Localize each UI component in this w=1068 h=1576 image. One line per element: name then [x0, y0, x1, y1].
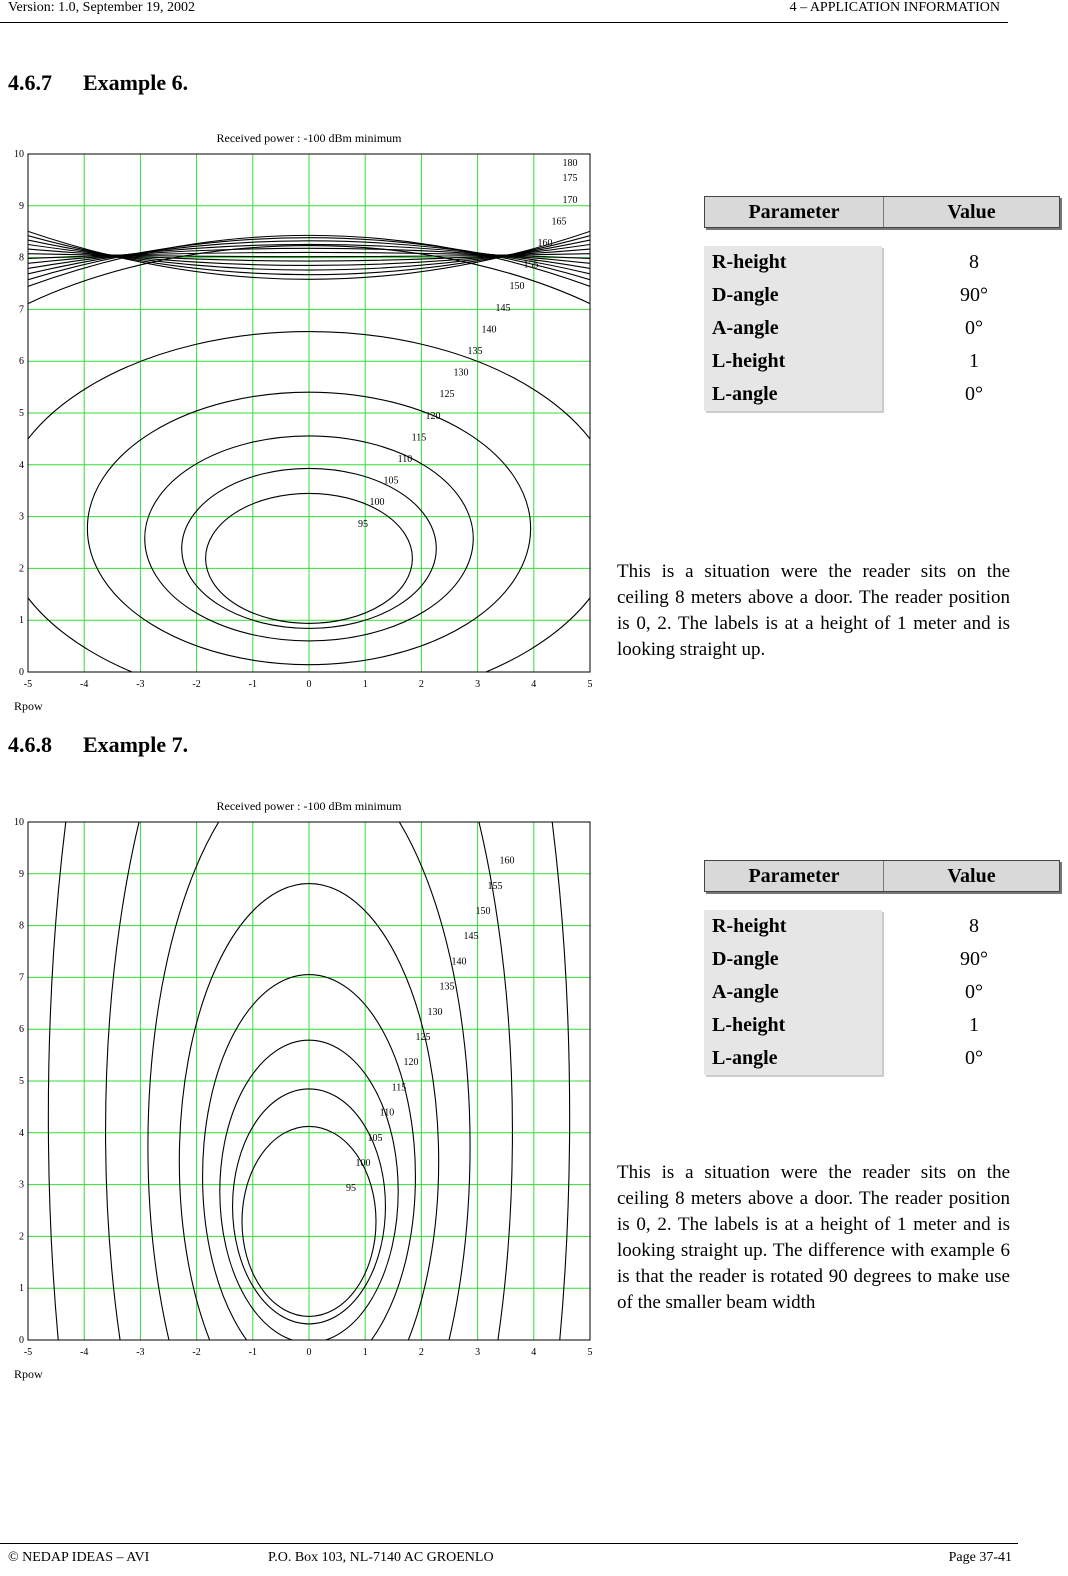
- param-name: R-height: [712, 915, 787, 937]
- header-rule: [0, 22, 1008, 23]
- param-name: R-height: [712, 251, 787, 273]
- y-tick-label: 7: [19, 972, 24, 984]
- contour-level-label: 125: [415, 1032, 431, 1043]
- contour-chart-svg: [8, 796, 608, 1386]
- chart-title: Received power : -100 dBm minimum: [216, 131, 402, 145]
- contour-level-label: 115: [391, 1082, 407, 1094]
- contour-level-label: 120: [425, 410, 441, 422]
- contour-line: [8, 796, 608, 1386]
- description-example-6: This is a situation were the reader sits on the ceiling 8 meters above a door. The reader position is 0, 2. The labels is at a height of 1 meter and is looking straight up.: [617, 561, 1010, 660]
- x-tick-label: 2: [418, 679, 424, 690]
- y-tick-label: 2: [19, 563, 24, 575]
- param-name: D-angle: [712, 284, 779, 306]
- param-value: 0°: [965, 1047, 983, 1069]
- contour-level-label: 100: [355, 1158, 371, 1169]
- x-tick-label: 3: [475, 1347, 481, 1358]
- param-name: A-angle: [712, 317, 779, 339]
- contour-line: [8, 796, 608, 1386]
- x-tick-label: 5: [587, 679, 593, 690]
- contour-line: [8, 332, 608, 706]
- contour-chart-example-6: [8, 128, 608, 728]
- y-tick-label: 4: [19, 459, 24, 471]
- col-parameter: Parameter: [705, 197, 884, 227]
- param-value: 8: [969, 251, 979, 273]
- y-tick-label: 8: [19, 252, 24, 264]
- col-value: Value: [884, 197, 1059, 227]
- y-tick-label: 1: [19, 1283, 24, 1295]
- contour-level-label: 150: [509, 281, 525, 293]
- y-tick-label: 3: [19, 1179, 24, 1191]
- table-row: [704, 345, 979, 378]
- x-tick-label: 1: [362, 1347, 368, 1358]
- contour-level-label: 110: [397, 454, 413, 465]
- x-tick-label: -1: [248, 1347, 257, 1358]
- y-tick-label: 0: [19, 667, 24, 678]
- description-example-7: This is a situation were the reader sits on the ceiling 8 meters above a door. The reader position is 0, 2. The labels is at a height of 1 meter and is looking straight up. The difference with example 6 is that the reader is rotated 90 degrees to make use of the smaller beam width: [617, 1162, 1010, 1313]
- col-parameter: Parameter: [705, 861, 884, 891]
- y-tick-label: 7: [19, 304, 24, 316]
- table-body: [704, 246, 988, 411]
- x-tick-label: -4: [80, 679, 89, 690]
- contour-level-label: 150: [475, 906, 491, 917]
- contour-level-label: 145: [463, 931, 479, 943]
- table-body: [704, 910, 988, 1075]
- param-value: 1: [969, 1014, 979, 1036]
- contour-group: [8, 231, 608, 718]
- param-name: L-angle: [712, 383, 778, 405]
- contour-level-label: 95: [358, 518, 368, 530]
- contour-chart-svg: [8, 128, 608, 718]
- table-row: [704, 943, 988, 976]
- y-tick-label: 6: [19, 356, 24, 368]
- y-tick-label: 8: [19, 920, 24, 932]
- contour-level-label: 110: [379, 1107, 395, 1119]
- contour-level-label: 170: [562, 194, 578, 206]
- contour-line: [8, 246, 608, 718]
- table-row: [704, 246, 979, 279]
- contour-level-label: 180: [562, 158, 578, 169]
- contour-level-label: 160: [537, 238, 553, 249]
- parameter-table-example-7: [704, 860, 1060, 1075]
- contour-level-label: 140: [481, 324, 497, 336]
- contour-line: [8, 796, 608, 1386]
- table-header: [704, 860, 1060, 892]
- section-heading-example-7: [8, 732, 188, 758]
- x-tick-label: 3: [475, 679, 481, 690]
- x-tick-label: -5: [23, 679, 33, 690]
- contour-level-label: 145: [495, 302, 511, 314]
- section-number: 4.6.7: [8, 70, 52, 95]
- header-version: Version: 1.0, September 19, 2002: [8, 0, 196, 15]
- x-tick-label: 2: [418, 1347, 424, 1358]
- param-name: L-height: [712, 1014, 786, 1036]
- table-row: [704, 312, 983, 345]
- x-tick-label: 1: [362, 679, 368, 690]
- param-value: 0°: [965, 981, 983, 1003]
- y-tick-label: 10: [14, 817, 24, 828]
- param-value: 0°: [965, 383, 983, 405]
- y-tick-label: 6: [19, 1024, 24, 1036]
- y-tick-label: 3: [19, 511, 24, 523]
- section-title: Example 7.: [83, 732, 189, 757]
- table-header: [704, 196, 1060, 228]
- y-tick-label: 10: [14, 149, 24, 160]
- contour-level-label: 120: [403, 1057, 419, 1069]
- x-tick-label: -4: [80, 1347, 89, 1358]
- x-tick-label: 4: [531, 679, 537, 690]
- chart-title: Received power : -100 dBm minimum: [216, 799, 402, 813]
- x-axis-label: Rpow: [14, 1367, 43, 1381]
- param-name: D-angle: [712, 948, 779, 970]
- table-row: [704, 1009, 979, 1042]
- contour-level-label: 105: [383, 475, 399, 487]
- param-name: L-height: [712, 350, 786, 372]
- contour-level-label: 165: [551, 216, 567, 228]
- table-row: [704, 1042, 983, 1075]
- x-tick-label: -2: [192, 679, 201, 690]
- contour-group: [8, 796, 608, 1386]
- contour-level-label: 160: [499, 855, 515, 867]
- x-tick-label: 0: [306, 1347, 312, 1358]
- header-chapter: 4 – APPLICATION INFORMATION: [789, 0, 1000, 15]
- param-value: 1: [969, 350, 979, 372]
- y-tick-label: 4: [19, 1127, 24, 1139]
- table-row: [704, 910, 979, 943]
- contour-level-label: 155: [523, 259, 539, 271]
- contour-level-label: 135: [467, 346, 483, 357]
- x-axis-label: Rpow: [14, 699, 43, 713]
- param-name: A-angle: [712, 981, 779, 1003]
- table-row: [704, 976, 983, 1009]
- footer-page: Page 37-41: [948, 1550, 1012, 1565]
- contour-level-label: 155: [487, 880, 503, 892]
- section-heading-example-6: [8, 70, 188, 96]
- y-tick-label: 9: [19, 868, 24, 880]
- y-tick-label: 2: [19, 1231, 24, 1243]
- y-tick-label: 5: [19, 408, 24, 419]
- contour-line: [8, 796, 608, 1386]
- table-row: [704, 378, 983, 411]
- contour-level-label: 130: [453, 367, 469, 379]
- contour-level-label: 105: [367, 1132, 383, 1144]
- table-row: [704, 279, 988, 312]
- param-value: 0°: [965, 317, 983, 339]
- contour-line: [8, 796, 608, 1386]
- footer-company: © NEDAP IDEAS – AVI: [8, 1550, 150, 1565]
- contour-level-label: 135: [439, 981, 455, 993]
- param-value: 90°: [960, 284, 988, 306]
- footer-address: P.O. Box 103, NL-7140 AC GROENLO: [268, 1550, 494, 1565]
- y-tick-label: 9: [19, 200, 24, 212]
- contour-chart-example-7: [8, 796, 608, 1396]
- param-name: L-angle: [712, 1047, 778, 1069]
- contour-level-label: 100: [369, 497, 385, 509]
- contour-level-label: 95: [346, 1183, 356, 1195]
- contour-level-label: 130: [427, 1006, 443, 1018]
- param-value: 90°: [960, 948, 988, 970]
- x-tick-label: 5: [587, 1347, 593, 1358]
- x-tick-label: -2: [192, 1347, 201, 1358]
- y-tick-label: 0: [19, 1335, 24, 1346]
- x-tick-label: 0: [306, 679, 312, 690]
- contour-level-label: 175: [562, 173, 578, 185]
- footer-rule: [0, 1543, 1018, 1544]
- y-tick-label: 1: [19, 615, 24, 627]
- section-title: Example 6.: [83, 70, 189, 95]
- col-value: Value: [884, 861, 1059, 891]
- contour-level-label: 140: [451, 956, 467, 968]
- contour-level-label: 125: [439, 389, 455, 401]
- x-tick-label: -3: [136, 1347, 145, 1358]
- section-number: 4.6.8: [8, 732, 52, 757]
- x-tick-label: -5: [23, 1347, 33, 1358]
- contour-level-label: 115: [411, 432, 427, 444]
- x-tick-label: -3: [136, 679, 145, 690]
- x-tick-label: -1: [248, 679, 257, 690]
- y-tick-label: 5: [19, 1076, 24, 1087]
- param-value: 8: [969, 915, 979, 937]
- contour-line: [8, 796, 608, 1386]
- x-tick-label: 4: [531, 1347, 537, 1358]
- parameter-table-example-6: [704, 196, 1060, 411]
